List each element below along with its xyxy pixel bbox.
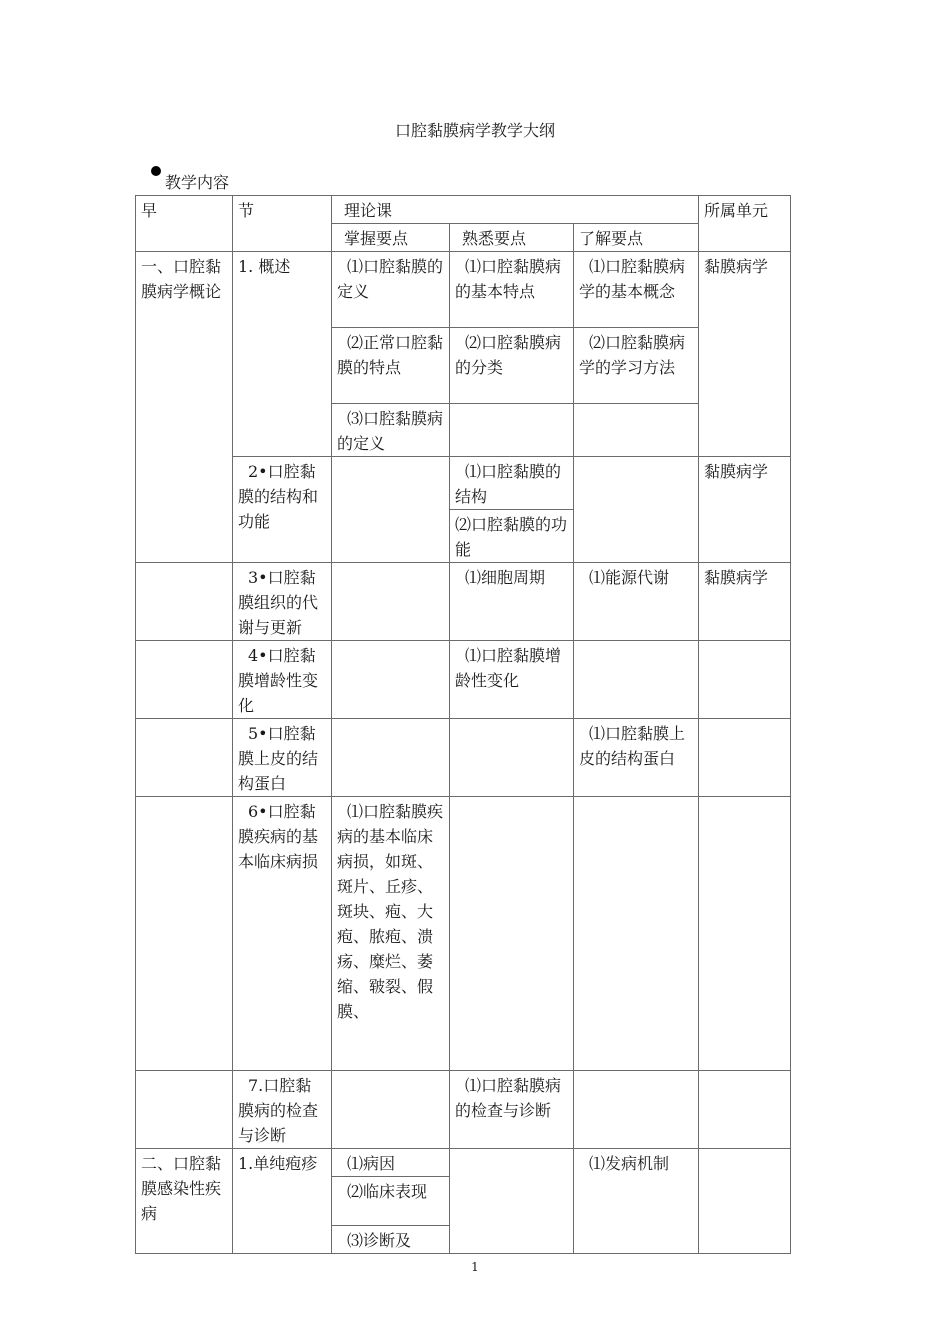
unit-1-3: 黏膜病学 <box>699 563 791 641</box>
syllabus-table <box>135 195 791 1254</box>
section-1-3: 3•口腔黏膜组织的代谢与更新 <box>233 563 332 641</box>
unit-1-7 <box>699 1071 791 1149</box>
header-chapter: 早 <box>136 196 233 252</box>
header-familiar: 熟悉要点 <box>450 224 574 252</box>
section-1-5: 5•口腔黏膜上皮的结构蛋白 <box>233 719 332 797</box>
master-1-1-2: ⑵正常口腔黏膜的特点 <box>332 328 450 404</box>
familiar-2-1 <box>450 1149 574 1254</box>
understand-2-1: ⑴发病机制 <box>574 1149 699 1254</box>
master-2-1-3: ⑶诊断及 <box>332 1226 450 1254</box>
chapter-blank-3 <box>136 563 233 641</box>
section-1-4: 4•口腔黏膜增龄性变化 <box>233 641 332 719</box>
section-1-2: 2•口腔黏膜的结构和功能 <box>233 457 332 563</box>
familiar-1-1-3 <box>450 404 574 457</box>
master-1-7 <box>332 1071 450 1149</box>
familiar-1-1-1: ⑴口腔黏膜病的基本特点 <box>450 252 574 328</box>
familiar-1-2-1: ⑴口腔黏膜的结构 <box>450 457 574 510</box>
page-number: 1 <box>471 1260 479 1274</box>
understand-1-3: ⑴能源代谢 <box>574 563 699 641</box>
master-1-1-3: ⑶口腔黏膜病的定义 <box>332 404 450 457</box>
familiar-1-7: ⑴口腔黏膜病的检查与诊断 <box>450 1071 574 1149</box>
chapter-2-cell: 二、口腔黏膜感染性疾病 <box>136 1149 233 1254</box>
understand-1-1-1: ⑴口腔黏膜病学的基本概念 <box>574 252 699 328</box>
document-title: 口腔黏膜病学教学大纲 <box>394 121 555 140</box>
section-2-1: 1.单纯疱疹 <box>233 1149 332 1254</box>
master-1-1-1: ⑴口腔黏膜的定义 <box>332 252 450 328</box>
header-understand: 了解要点 <box>574 224 699 252</box>
understand-1-7 <box>574 1071 699 1149</box>
master-2-1-2: ⑵临床表现 <box>332 1177 450 1226</box>
section-1-6: 6•口腔黏膜疾病的基本临床病损 <box>233 797 332 1071</box>
understand-1-6 <box>574 797 699 1071</box>
section-1-1: 1. 概述 <box>233 252 332 457</box>
chapter-blank-5 <box>136 719 233 797</box>
unit-2-1 <box>699 1149 791 1254</box>
master-1-5 <box>332 719 450 797</box>
header-unit: 所属单元 <box>699 196 791 252</box>
chapter-1-cell: 一、口腔黏膜病学概论 <box>136 252 233 563</box>
section-label: 教学内容 <box>165 173 230 192</box>
understand-1-1-3 <box>574 404 699 457</box>
unit-1-5 <box>699 719 791 797</box>
header-master: 掌握要点 <box>332 224 450 252</box>
master-2-1-1: ⑴病因 <box>332 1149 450 1177</box>
master-1-6: ⑴口腔黏膜疾病的基本临床病损，如斑、斑片、丘疹、斑块、疱、大疱、脓疱、溃疡、糜烂、萎缩、皲裂、假膜、 <box>332 797 450 1071</box>
chapter-blank-4 <box>136 641 233 719</box>
familiar-1-6 <box>450 797 574 1071</box>
unit-1-2: 黏膜病学 <box>699 457 791 563</box>
understand-1-2 <box>574 457 699 563</box>
header-theory: 理论课 <box>332 196 699 224</box>
master-1-3 <box>332 563 450 641</box>
master-1-2 <box>332 457 450 563</box>
familiar-1-5 <box>450 719 574 797</box>
master-1-4 <box>332 641 450 719</box>
unit-1-4 <box>699 641 791 719</box>
unit-1-6 <box>699 797 791 1071</box>
header-section: 节 <box>233 196 332 252</box>
section-1-7: 7.口腔黏膜病的检查与诊断 <box>233 1071 332 1149</box>
understand-1-1-2: ⑵口腔黏膜病学的学习方法 <box>574 328 699 404</box>
familiar-1-3: ⑴细胞周期 <box>450 563 574 641</box>
chapter-blank-7 <box>136 1071 233 1149</box>
chapter-blank-6 <box>136 797 233 1071</box>
familiar-1-2-2: ⑵口腔黏膜的功能 <box>450 510 574 563</box>
familiar-1-4: ⑴口腔黏膜增龄性变化 <box>450 641 574 719</box>
understand-1-5: ⑴口腔黏膜上皮的结构蛋白 <box>574 719 699 797</box>
unit-1-1: 黏膜病学 <box>699 252 791 457</box>
bullet-icon <box>151 166 161 176</box>
understand-1-4 <box>574 641 699 719</box>
familiar-1-1-2: ⑵口腔黏膜病的分类 <box>450 328 574 404</box>
